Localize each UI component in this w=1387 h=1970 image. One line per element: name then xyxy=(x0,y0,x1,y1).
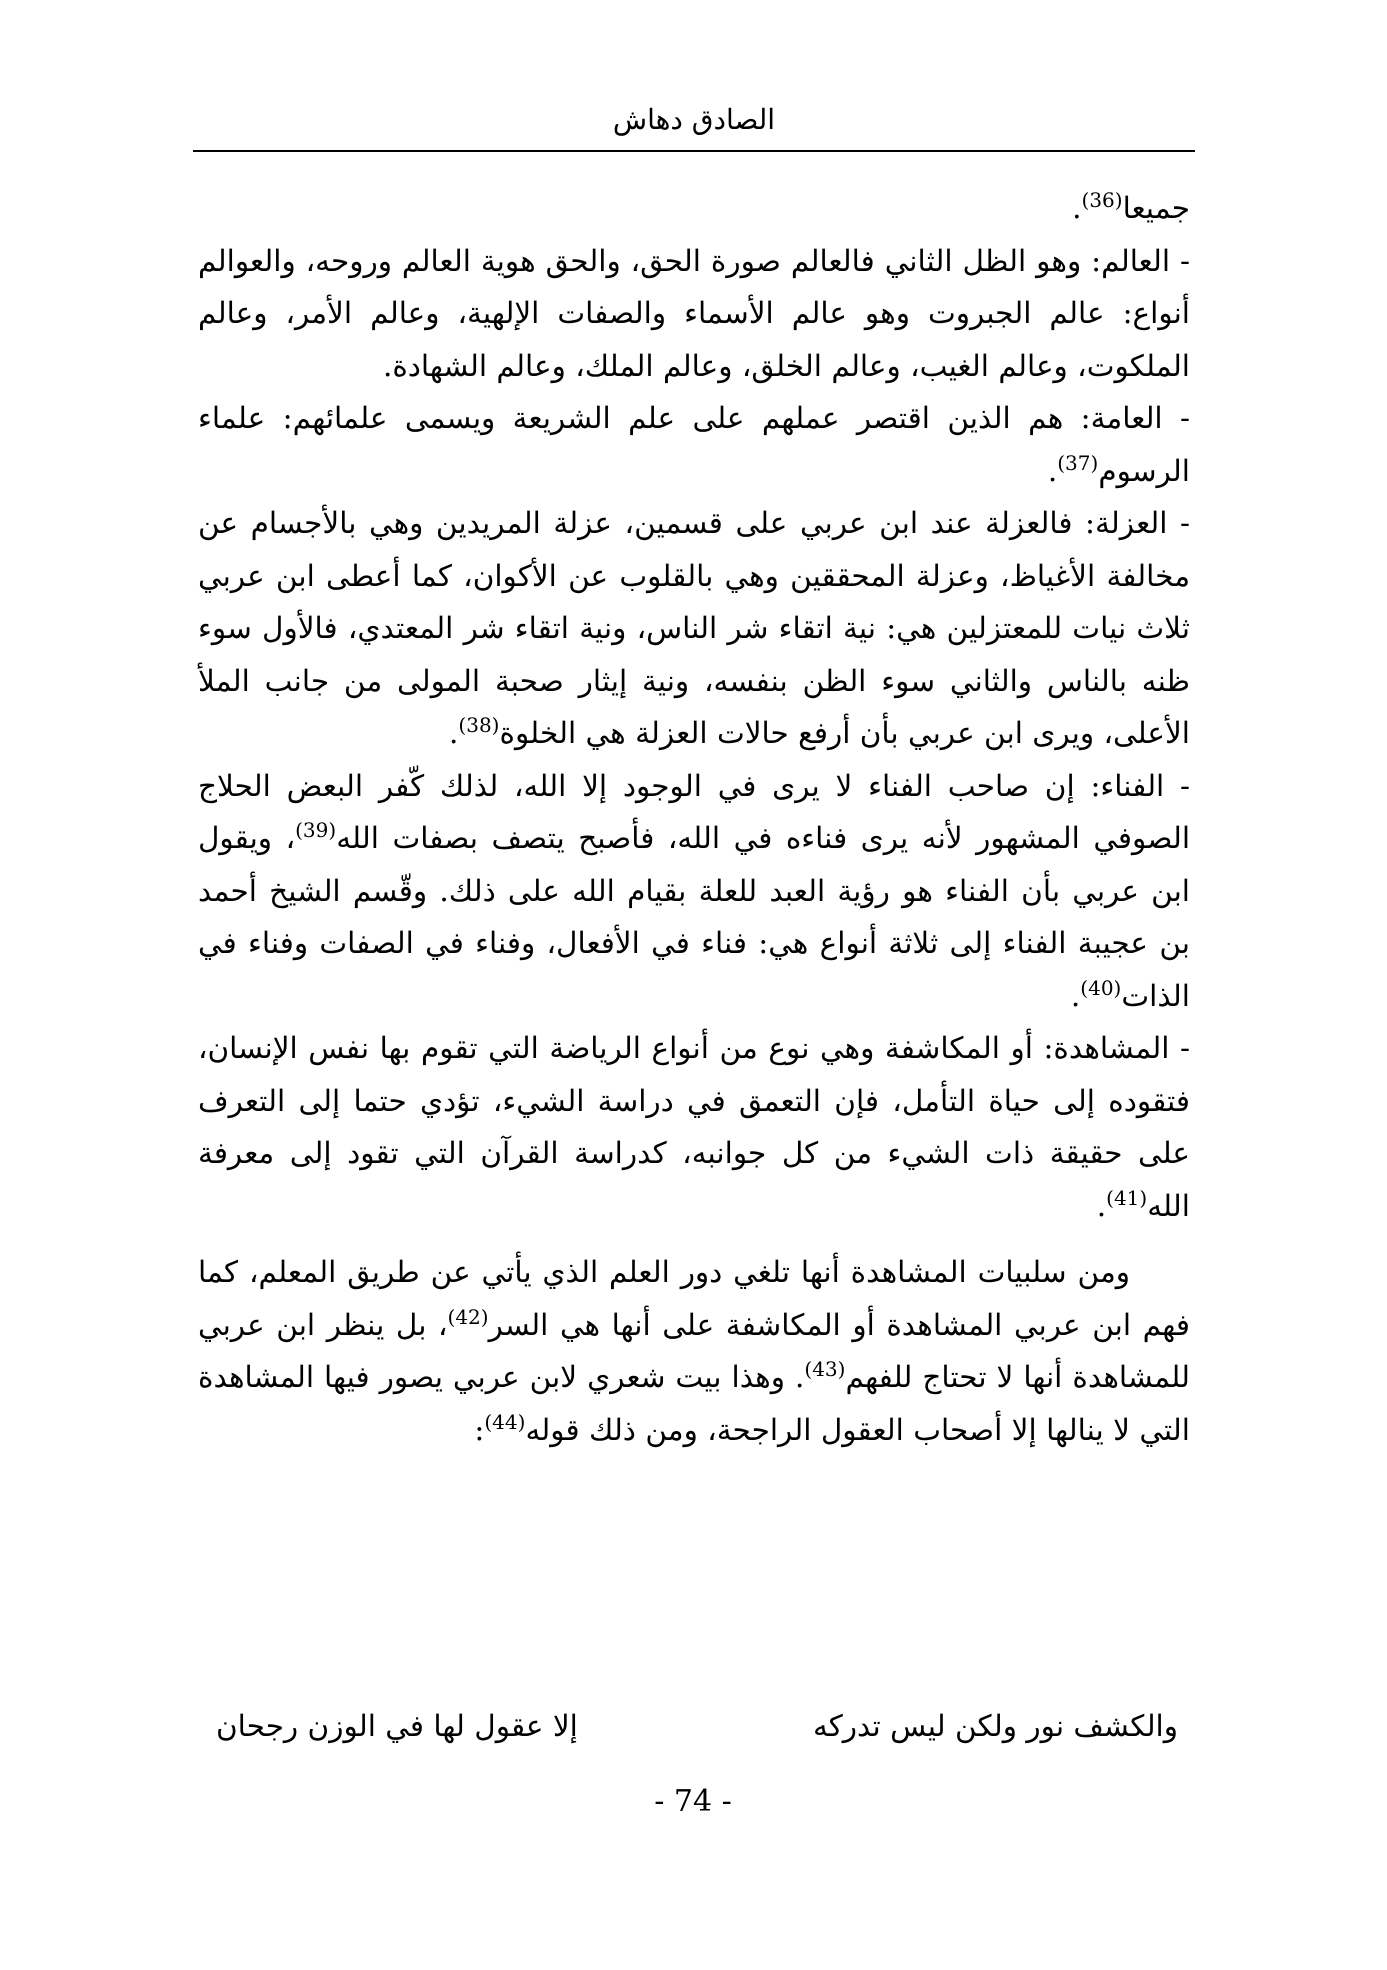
page-number: - 74 - xyxy=(654,1784,732,1819)
page-body xyxy=(198,182,1190,1456)
paragraph: - الفناء: إن صاحب الفناء لا يرى في الوجود إلا الله، لذلك كّفر البعض الحلاج الصوفي المشهور لأنه يرى فناءه في الله، فأصبح يتصف بصفات الله$^{(39)}$، ويقول ابن عربي بأن الفناء هو رؤية العبد للعلة بقيام الله على ذلك. وقّسم الشيخ أحمد بن عجيبة الفناء إلى ثلاثة أنواع هي: فناء في الأفعال، وفناء في الصفات وفناء في الذات$^{(40)}$. xyxy=(198,768,1191,1013)
footnote-ref: (38) xyxy=(458,713,500,738)
footnote-ref: (36) xyxy=(1081,188,1123,213)
verse-second-hemistich: إلا عقول لها في الوزن رجحان xyxy=(216,1709,578,1743)
poetry-verse xyxy=(198,1700,1190,1752)
paragraph: جميعا$^{(36)}$. xyxy=(1072,188,1190,225)
paragraph: - المشاهدة: أو المكاشفة وهي نوع من أنواع الرياضة التي تقوم بها نفس الإنسان، فتقوده إلى حياة التأمل، فإن التعمق في دراسة الشيء، تؤدي حتما إلى التعرف على حقيقة ذات الشيء من كل جوانبه، كدراسة القرآن التي تقود إلى معرفة الله$^{(41)}$. xyxy=(198,1031,1190,1223)
footnote-ref: (42) xyxy=(447,1304,489,1329)
footnote-ref: (37) xyxy=(1057,450,1099,475)
paragraph: - العامة: هم الذين اقتصر عملهم على علم الشريعة ويسمى علمائهم: علماء الرسوم$^{(37)}$. xyxy=(198,401,1190,488)
verse-first-hemistich: والكشف نور ولكن ليس تدركه xyxy=(812,1709,1178,1743)
footnote-ref: (40) xyxy=(1080,975,1122,1000)
footnote-ref: (39) xyxy=(295,818,337,843)
header-rule xyxy=(193,150,1195,152)
running-header: الصادق دهاش xyxy=(612,103,776,136)
footnote-ref: (44) xyxy=(484,1409,526,1434)
paragraph: - العزلة: فالعزلة عند ابن عربي على قسمين، عزلة المريدين وهي بالأجسام عن مخالفة الأغياظ، وعزلة المحققين وهي بالقلوب عن الأكوان، كما أعطى ابن عربي ثلاث نيات للمعتزلين هي: نية اتقاء شر الناس، ونية اتقاء شر المعتدي، فالأول سوء ظنه بالناس والثاني سوء الظن بنفسه، ونية إيثار صحبة المولى من جانب الملأ الأعلى، ويرى ابن عربي بأن أرفع حالات العزلة هي الخلوة$^{(38)}$. xyxy=(198,506,1190,750)
footnote-ref: (43) xyxy=(804,1357,846,1382)
paragraph: - العالم: وهو الظل الثاني فالعالم صورة الحق، والحق هوية العالم وروحه، والعوالم أنواع: عالم الجبروت وهو عالم الأسماء والصفات الإلهية، وعالم الأمر، وعالم الملكوت، وعالم الغيب، وعالم الخلق، وعالم الملك، وعالم الشهادة. xyxy=(198,243,1190,383)
footnote-ref: (41) xyxy=(1106,1185,1148,1210)
paragraph: ومن سلبيات المشاهدة أنها تلغي دور العلم الذي يأتي عن طريق المعلم، كما فهم ابن عربي المشاهدة أو المكاشفة على أنها هي السر$^{(42)}$، بل ينظر ابن عربي للمشاهدة أنها لا تحتاج للفهم$^{(43)}$. وهذا بيت شعري لابن عربي يصور فيها المشاهدة التي لا ينالها إلا أصحاب العقول الراجحة، ومن ذلك قوله$^{(44)}$: xyxy=(198,1255,1190,1447)
